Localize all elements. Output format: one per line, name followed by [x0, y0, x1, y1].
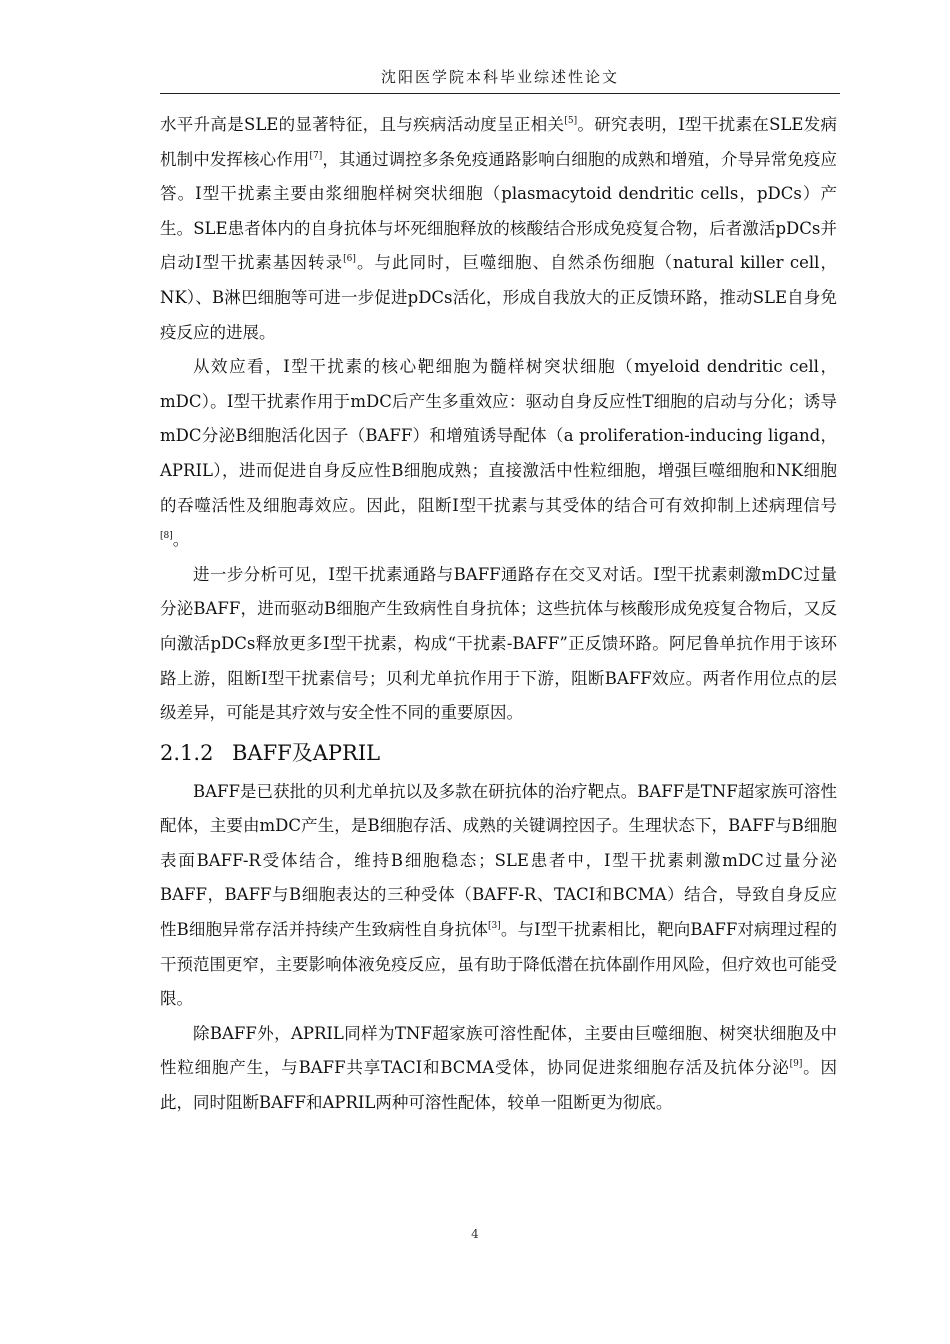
text-run: 。因此，同时阻断BAFF和APRIL两种可溶性配体，较单一阻断更为彻底。	[160, 1058, 837, 1113]
text-run: 。与I型干扰素相比，靶向BAFF对病理过程的干预范围更窄，主要影响体液免疫反应，虽有助于降低潜在抗体副作用风险，但疗效也可能受限。	[160, 920, 837, 1009]
text-run: 除BAFF外，APRIL同样为TNF超家族可溶性配体，主要由巨噬细胞、树突状细胞及中性粒细胞产生，与BAFF共享TACI和BCMA受体，协同促进浆细胞存活及抗体分泌	[160, 1023, 837, 1078]
text-run: 。	[172, 530, 190, 550]
page-number: 4	[471, 1227, 479, 1241]
section-number: 2.1.2	[160, 740, 214, 765]
text-run: ，其通过调控多条免疫通路影响白细胞的成熟和增殖，介导异常免疫应答。I型干扰素主要由浆细胞样树突状细胞（plasmacytoid dendritic cells，pDCs）产生。SLE患者体内的自身抗体与坏死细胞释放的核酸结合形成免疫复合物，后者激活pDCs并启动I型干扰素基因转录	[160, 149, 838, 273]
text-run: BAFF是已获批的贝利尤单抗以及多款在研抗体的治疗靶点。BAFF是TNF超家族可溶性配体，主要由mDC产生，是B细胞存活、成熟的关键调控因子。生理状态下，BAFF与B细胞表面BAFF-R受体结合，维持B细胞稳态；SLE患者中，I型干扰素刺激mDC过量分泌BAFF，BAFF与B细胞表达的三种受体（BAFF-R、TACI和BCMA）结合，导致自身反应性B细胞异常存活并持续产生致病性自身抗体	[160, 781, 837, 940]
text-run: 进一步分析可见，I型干扰素通路与BAFF通路存在交叉对话。I型干扰素刺激mDC过量分泌BAFF，进而驱动B细胞产生致病性自身抗体；这些抗体与核酸形成免疫复合物后，又反向激活pDCs释放更多I型干扰素，构成“干扰素-BAFF”正反馈环路。阿尼鲁单抗作用于该环路上游，阻断I型干扰素信号；贝利尤单抗作用于下游，阻断BAFF效应。两者作用位点的层级差异，可能是其疗效与安全性不同的重要原因。	[160, 564, 837, 723]
running-header: 沈阳医学院本科毕业综述性论文	[160, 66, 840, 94]
citation-9: [9]	[789, 1059, 803, 1070]
section-heading	[160, 731, 837, 775]
citation-6: [6]	[343, 254, 356, 265]
citation-3: [3]	[488, 921, 501, 932]
citation-5: [5]	[564, 116, 578, 126]
citation-8: [8]	[160, 531, 173, 542]
text-run: 。研究表明，I型干扰素在SLE发病机制中发挥核心作用	[160, 115, 837, 169]
paragraph-1	[160, 108, 837, 350]
text-run: 。与此同时，巨噬细胞、自然杀伤细胞（natural killer cell，NK）、B淋巴细胞等可进一步促进pDCs活化，形成自我放大的正反馈环路，推动SLE自身免疫反应的进展。	[160, 253, 837, 342]
body-text	[160, 108, 837, 1121]
paragraph-2	[160, 350, 837, 558]
paragraph-5	[160, 1017, 837, 1121]
paragraph-3	[160, 558, 837, 731]
section-title: BAFF及APRIL	[232, 740, 381, 765]
text-run: 从效应看，I型干扰素的核心靶细胞为髓样树突状细胞（myeloid dendritic cell，mDC）。I型干扰素作用于mDC后产生多重效应：驱动自身反应性T细胞的启动与分化；诱导mDC分泌B细胞活化因子（BAFF）和增殖诱导配体（a proliferation-inducing ligand，APRIL），进而促进自身反应性B细胞成熟；直接激活中性粒细胞，增强巨噬细胞和NK细胞的吞噬活性及细胞毒效应。因此，阻断I型干扰素与其受体的结合可有效抑制上述病理信号	[160, 357, 837, 515]
paragraph-4	[160, 775, 837, 1017]
citation-7: [7]	[309, 150, 323, 161]
text-run: 水平升高是SLE的显著特征，且与疾病活动度呈正相关	[160, 115, 565, 134]
